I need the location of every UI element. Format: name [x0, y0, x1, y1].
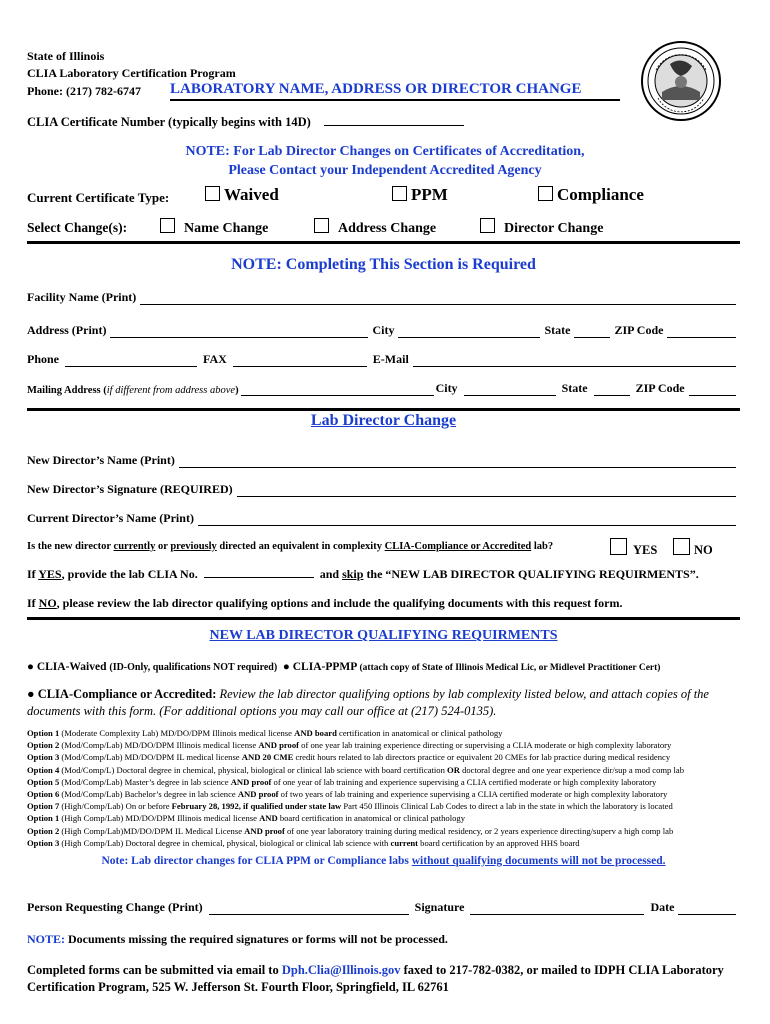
- change-name[interactable]: Name Change: [160, 218, 268, 237]
- ppm-checkbox[interactable]: [392, 186, 407, 201]
- new-director-signature-field[interactable]: [237, 486, 736, 497]
- if-yes-instruction: If YES, provide the lab CLIA No. and skip the “NEW LAB DIRECTOR QUALIFYING REQUIRMENTS”.: [27, 567, 699, 581]
- requester-signature-field[interactable]: [470, 914, 644, 915]
- section-rule-2: [27, 408, 740, 411]
- mailing-row: Mailing Address ( if different from address above ) City State ZIP Code: [27, 381, 740, 396]
- zip-field[interactable]: [667, 327, 736, 338]
- if-no-instruction: If NO, please review the lab director qualifying options and include the qualifying documents with this request form.: [27, 596, 623, 610]
- title-rule: [170, 99, 620, 101]
- lab-director-title: Lab Director Change: [310, 412, 457, 429]
- accreditation-note-line2: Please Contact your Independent Accredited Agency: [228, 163, 542, 178]
- mailing-zip-field[interactable]: [689, 385, 736, 396]
- new-director-signature-row: New Director’s Signature (REQUIRED): [27, 482, 740, 497]
- option-item: Option 2 (Mod/Comp/Lab) MD/DO/DPM Illinois medical license AND proof of one year lab training experience directing or supervising a CLIA moderate or high complexity laboratory: [27, 740, 672, 751]
- cert-number-field[interactable]: [324, 125, 464, 126]
- equivalent-question: Is the new director currently or previously directed an equivalent in complexity CLIA-Compliance or Accredited lab?: [27, 541, 554, 552]
- form-title: LABORATORY NAME, ADDRESS OR DIRECTOR CHANGE: [170, 81, 582, 97]
- submission-info: Completed forms can be submitted via email to Dph.Clia@Illinois.gov faxed to 217-782-0382, or mailed to IDPH CLIA Laboratory Certification Program, 525 W. Jefferson St. Fourth Floor, Springfield, IL 62761: [27, 963, 724, 994]
- mailing-address-field[interactable]: [241, 395, 434, 396]
- lab-clia-no-field[interactable]: [204, 577, 314, 578]
- waived-checkbox[interactable]: [205, 186, 220, 201]
- phone-field[interactable]: [65, 366, 197, 367]
- accreditation-note: [100, 142, 670, 180]
- yes-checkbox[interactable]: [610, 538, 627, 555]
- no-checkbox[interactable]: [673, 538, 690, 555]
- email-field[interactable]: [413, 356, 736, 367]
- requester-name-field[interactable]: [209, 914, 409, 915]
- state-seal: [640, 40, 722, 122]
- change-address[interactable]: Address Change: [314, 218, 436, 237]
- accreditation-note-line1: NOTE: For Lab Director Changes on Certificates of Accreditation,: [185, 144, 585, 159]
- cert-type-waived[interactable]: Waived: [205, 185, 279, 205]
- new-director-name-row: New Director’s Name (Print): [27, 453, 740, 468]
- option-list: [27, 727, 757, 849]
- cert-type-ppm[interactable]: PPM: [392, 185, 448, 205]
- seal-icon: [640, 40, 722, 122]
- qualifying-title: NEW LAB DIRECTOR QUALIFYING REQUIRMENTS: [209, 628, 558, 643]
- state-field[interactable]: [574, 337, 610, 338]
- change-director[interactable]: Director Change: [480, 218, 603, 237]
- processing-note: Note: Lab director changes for CLIA PPM or Compliance labs without qualifying documents will not be processed.: [101, 855, 666, 867]
- mailing-state-field[interactable]: [594, 395, 630, 396]
- address-change-checkbox[interactable]: [314, 218, 329, 233]
- bullet-icon: ●: [282, 661, 290, 673]
- header-program: CLIA Laboratory Certification Program: [27, 66, 236, 80]
- phone-row: Phone FAX E-Mail: [27, 352, 740, 367]
- header-phone: Phone: (217) 782-6747: [27, 84, 141, 98]
- option-item: Option 3 (Mod/Comp/Lab) MD/DO/DPM IL medical license AND 20 CME credit hours related to lab directors practice or equivalent 20 CMEs for lab practice during medical residency: [27, 752, 671, 763]
- option-item: Option 6 (Mod/Comp/Lab) Bachelor’s degree in lab science AND proof of two years of lab training and experience supervising a CLIA certified moderate or high complexity laboratory: [27, 789, 668, 800]
- select-changes-label: Select Change(s):: [27, 220, 128, 235]
- option-item: Option 1 (Moderate Complexity Lab) MD/DO/DPM Illinois medical license AND board certification in anatomical or clinical pathology: [27, 728, 503, 738]
- option-item: Option 4 (Mod/Comp/L) Doctoral degree in chemical, physical, biological or clinical lab science with board certification OR doctoral degree and one year experience dir/sup a mod comp lab: [27, 764, 684, 775]
- option-item: Option 1 (High Comp/Lab) MD/DO/DPM Illinois medical license AND board certification in anatomical or clinical pathology: [27, 813, 466, 824]
- address-row: Address (Print) City State ZIP Code: [27, 323, 740, 338]
- cert-number-row: [27, 115, 464, 130]
- current-director-name-field[interactable]: [198, 515, 736, 526]
- requester-row: Person Requesting Change (Print) Signature Date: [27, 900, 740, 915]
- answer-yes[interactable]: YES: [610, 538, 657, 558]
- waived-ppmp-row: ● CLIA-Waived (ID-Only, qualifications NOT required) ● CLIA-PPMP (attach copy of State of Illinois Medical Lic, or Midlevel Practitioner Cert): [27, 661, 661, 673]
- city-field[interactable]: [398, 337, 540, 338]
- signature-note: NOTE: Documents missing the required signatures or forms will not be processed.: [27, 932, 448, 946]
- date-field[interactable]: [678, 904, 736, 915]
- option-item: Option 2 (High Comp/Lab)MD/DO/DPM IL Medical License AND proof of one year laboratory training during medical residency, or 2 years experience directing/superv a high comp lab: [27, 825, 674, 836]
- address-field[interactable]: [110, 337, 368, 338]
- fax-field[interactable]: [233, 366, 367, 367]
- header-state: State of Illinois: [27, 49, 105, 63]
- section-rule-3: [27, 617, 740, 620]
- name-change-checkbox[interactable]: [160, 218, 175, 233]
- compliance-checkbox[interactable]: [538, 186, 553, 201]
- option-item: Option 3 (High Comp/Lab) Doctoral degree in chemical, physical, biological or clinical lab science with current board certification by an approved HHS board: [27, 837, 580, 848]
- bullet-icon: ●: [27, 661, 34, 673]
- cert-number-label: CLIA Certificate Number (typically begins with 14D): [27, 115, 311, 129]
- facility-name-row: Facility Name (Print): [27, 290, 740, 305]
- compliance-text: ● CLIA-Compliance or Accredited: Review the lab director qualifying options by lab complexity listed below, and attach copies of the documents with this form. (For additional options you may call our office at (217) 524-0135).: [27, 687, 709, 718]
- mailing-city-field[interactable]: [464, 395, 556, 396]
- current-director-name-row: Current Director’s Name (Print): [27, 511, 740, 526]
- cert-type-compliance[interactable]: Compliance: [538, 185, 644, 205]
- option-item: Option 5 (Mod/Comp/Lab) Master’s degree in lab science AND proof of one year of lab training and experience supervising a CLIA certified moderate or high complexity laboratory: [27, 776, 657, 787]
- option-item: Option 7 (High/Comp/Lab) On or before February 28, 1992, if qualified under state law Part 450 Illinois Clinical Lab Codes to direct a lab in the state in which the laboratory is located: [27, 801, 673, 812]
- email-link[interactable]: Dph.Clia@Illinois.gov: [281, 963, 401, 977]
- facility-name-field[interactable]: [140, 294, 736, 305]
- answer-no[interactable]: NO: [673, 538, 713, 558]
- cert-type-label: Current Certificate Type:: [27, 190, 170, 205]
- required-note: NOTE: Completing This Section is Required: [231, 256, 536, 273]
- section-rule-1: [27, 241, 740, 244]
- bullet-icon: ●: [27, 687, 35, 701]
- new-director-name-field[interactable]: [179, 457, 736, 468]
- director-change-checkbox[interactable]: [480, 218, 495, 233]
